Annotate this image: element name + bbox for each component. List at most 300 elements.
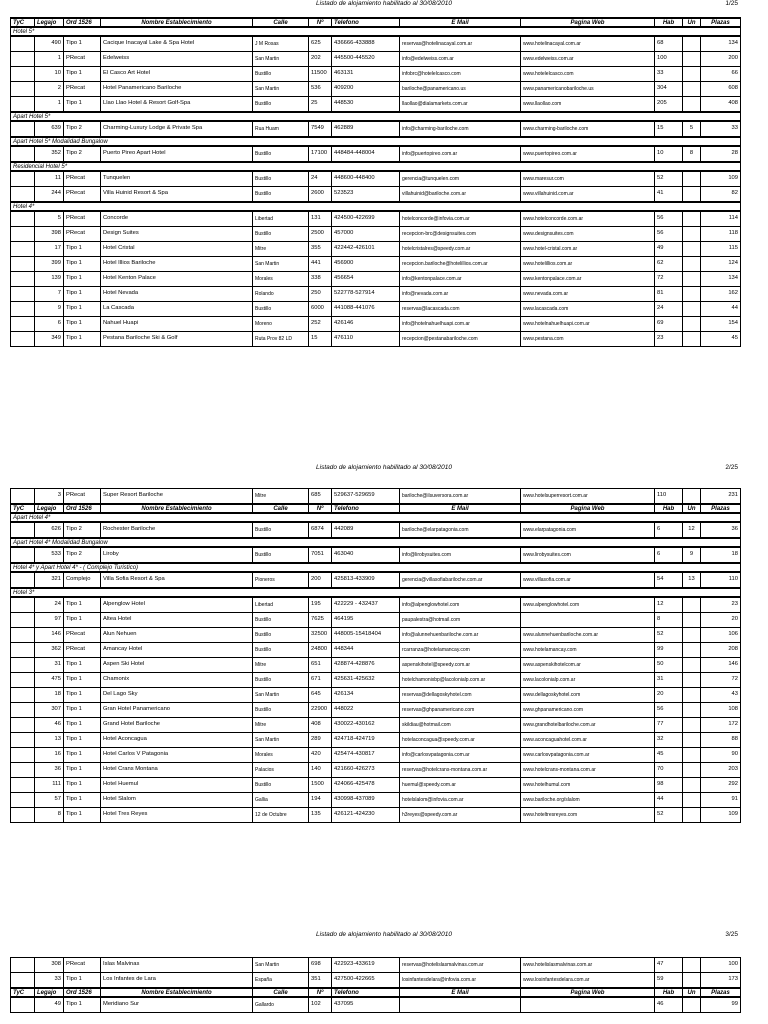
cell-hab: 99 bbox=[655, 643, 683, 658]
column-header-plazas: Plazas bbox=[701, 18, 741, 27]
cell-ord: Tipo 1 bbox=[64, 67, 101, 82]
cell-hab: 205 bbox=[655, 97, 683, 113]
cell-legajo: 399 bbox=[35, 257, 64, 272]
cell-num: 2600 bbox=[309, 187, 332, 203]
cell-un bbox=[683, 272, 701, 287]
cell-plazas: 66 bbox=[701, 67, 741, 82]
cell-ord: Tipo 1 bbox=[64, 718, 101, 733]
page-title: Listado de alojamiento habilitado al 30/08/2010 bbox=[316, 931, 452, 938]
cell-plazas: 33 bbox=[701, 121, 741, 137]
cell-hab: 50 bbox=[655, 658, 683, 673]
cell-email: info@hotelnahuelhuapi.com.ar bbox=[400, 317, 521, 332]
table-row bbox=[11, 332, 741, 347]
cell-tel: 448530 bbox=[332, 97, 400, 113]
cell-email: villahuinid@bariloche.com.ar bbox=[400, 187, 521, 203]
cell-nombre: Llao Llao Hotel & Resort Golf-Spa bbox=[101, 97, 253, 113]
cell-tel: 430998-437089 bbox=[332, 793, 400, 808]
cell-web: www.edelweiss.com.ar bbox=[521, 52, 655, 67]
cell-plazas: 172 bbox=[701, 718, 741, 733]
cell-tel: 462889 bbox=[332, 121, 400, 137]
category-row bbox=[11, 112, 741, 121]
cell-un bbox=[683, 613, 701, 628]
cell-num: 22900 bbox=[309, 703, 332, 718]
cell-nombre: Villa Huinid Resort & Spa bbox=[101, 187, 253, 203]
cell-nombre: Hotel Aconcagua bbox=[101, 733, 253, 748]
cell-nombre: Edelweiss bbox=[101, 52, 253, 67]
cell-calle: Moreno bbox=[253, 317, 309, 332]
cell-ord: Tipo 1 bbox=[64, 302, 101, 317]
cell-web: www.lacolonialp.com.ar bbox=[521, 673, 655, 688]
cell-calle: Rua Huam bbox=[253, 121, 309, 137]
cell-num: 32500 bbox=[309, 628, 332, 643]
cell-email: reservas@hotelislasmalvinas.com.ar bbox=[400, 958, 521, 973]
cell-email: rcarranza@hotelamancay.com bbox=[400, 643, 521, 658]
cell-tel: 448344 bbox=[332, 643, 400, 658]
cell-un: 8 bbox=[683, 146, 701, 162]
cell-un bbox=[683, 302, 701, 317]
cell-un bbox=[683, 748, 701, 763]
cell-web: www.hotelcrans-montana.com.ar bbox=[521, 763, 655, 778]
cell-un: 5 bbox=[683, 121, 701, 137]
cell-num: 536 bbox=[309, 82, 332, 97]
cell-tel: 448022 bbox=[332, 703, 400, 718]
cell-nombre: Concorde bbox=[101, 211, 253, 227]
cell-web: www.villasofia.com.ar bbox=[521, 572, 655, 588]
cell-plazas: 72 bbox=[701, 673, 741, 688]
cell-ord: Tipo 1 bbox=[64, 778, 101, 793]
cell-legajo: 17 bbox=[35, 242, 64, 257]
cell-legajo: 13 bbox=[35, 733, 64, 748]
cell-legajo: 5 bbox=[35, 211, 64, 227]
cell-calle: San Martin bbox=[253, 733, 309, 748]
column-header-row bbox=[11, 18, 741, 27]
cell-web: www.pestana.com bbox=[521, 332, 655, 347]
cell-legajo: 1 bbox=[35, 97, 64, 113]
cell-calle: Bustillo bbox=[253, 703, 309, 718]
cell-num: 135 bbox=[309, 808, 332, 823]
cell-web: www.losinfantesdelara.com.ar bbox=[521, 973, 655, 989]
cell-num: 24 bbox=[309, 171, 332, 187]
cell-calle: Mitre bbox=[253, 242, 309, 257]
cell-calle: Bustillo bbox=[253, 522, 309, 538]
cell-nombre: Gran Hotel Panamericano bbox=[101, 703, 253, 718]
cell-calle: 12 de Octubre bbox=[253, 808, 309, 823]
table-row bbox=[11, 763, 741, 778]
cell-calle: Bustillo bbox=[253, 628, 309, 643]
cell-un bbox=[683, 489, 701, 505]
cell-num: 408 bbox=[309, 718, 332, 733]
cell-num: 651 bbox=[309, 658, 332, 673]
cell-calle: San Martin bbox=[253, 257, 309, 272]
table-row bbox=[11, 317, 741, 332]
cell-un bbox=[683, 673, 701, 688]
cell-legajo: 307 bbox=[35, 703, 64, 718]
column-header-tel: Telefono bbox=[332, 18, 400, 27]
cell-tel: 427500-422665 bbox=[332, 973, 400, 989]
cell-plazas: 28 bbox=[701, 146, 741, 162]
cell-num: 420 bbox=[309, 748, 332, 763]
cell-tel: 428874-428876 bbox=[332, 658, 400, 673]
cell-ord: Tipo 1 bbox=[64, 242, 101, 257]
cell-hab: 23 bbox=[655, 332, 683, 347]
cell-nombre: Del Lago Sky bbox=[101, 688, 253, 703]
table-row bbox=[11, 673, 741, 688]
cell-email: info@alunnehuenbariloche.com.ar bbox=[400, 628, 521, 643]
cell-nombre: Hotel Cristal bbox=[101, 242, 253, 257]
cell-ord: PRecat bbox=[64, 628, 101, 643]
cell-un: 13 bbox=[683, 572, 701, 588]
cell-tyc bbox=[11, 613, 35, 628]
cell-num: 17100 bbox=[309, 146, 332, 162]
cell-calle: Pioneros bbox=[253, 572, 309, 588]
cell-nombre: Puerto Pireo Apart Hotel bbox=[101, 146, 253, 162]
cell-calle: España bbox=[253, 973, 309, 989]
cell-un: 9 bbox=[683, 547, 701, 563]
cell-legajo: 11 bbox=[35, 171, 64, 187]
cell-plazas: 110 bbox=[701, 572, 741, 588]
cell-hab: 59 bbox=[655, 973, 683, 989]
table-row bbox=[11, 997, 741, 1013]
cell-plazas: 106 bbox=[701, 628, 741, 643]
cell-calle: Libertad bbox=[253, 211, 309, 227]
cell-nombre: Super Resort Bariloche bbox=[101, 489, 253, 505]
cell-hab: 12 bbox=[655, 597, 683, 613]
cell-ord: Tipo 1 bbox=[64, 763, 101, 778]
cell-un bbox=[683, 808, 701, 823]
cell-hab: 68 bbox=[655, 36, 683, 52]
cell-email: info@nevada.com.ar bbox=[400, 287, 521, 302]
cell-plazas: 18 bbox=[701, 547, 741, 563]
category-label: Hotel 4* y Apart Hotel 4* - ( Complejo Turistico) bbox=[11, 563, 253, 572]
cell-email: hotelslalom@infovia.com.ar bbox=[400, 793, 521, 808]
category-row bbox=[11, 137, 741, 146]
cell-email: reservas@hotelinacayal.com.ar bbox=[400, 36, 521, 52]
column-header-email: E Mail bbox=[400, 504, 521, 513]
cell-hab: 44 bbox=[655, 793, 683, 808]
cell-nombre: Grand Hotel Bariloche bbox=[101, 718, 253, 733]
cell-web: www.hotelamancay.com bbox=[521, 643, 655, 658]
cell-hab: 304 bbox=[655, 82, 683, 97]
cell-tel: 445500-445520 bbox=[332, 52, 400, 67]
cell-tyc bbox=[11, 597, 35, 613]
cell-ord: Tipo 1 bbox=[64, 332, 101, 347]
cell-email: info@edelweiss.com.ar bbox=[400, 52, 521, 67]
cell-num: 250 bbox=[309, 287, 332, 302]
cell-tyc bbox=[11, 973, 35, 989]
cell-hab: 6 bbox=[655, 547, 683, 563]
category-label: Apart Hotel 4* Modalidad Bungalow bbox=[11, 538, 253, 547]
column-header-nombre: Nombre Establecimiento bbox=[101, 18, 253, 27]
cell-hab: 49 bbox=[655, 242, 683, 257]
cell-web: www.designsuites.com bbox=[521, 227, 655, 242]
category-spacer bbox=[253, 563, 741, 572]
cell-tyc bbox=[11, 302, 35, 317]
cell-email: bariloche@elarpatagonia.com bbox=[400, 522, 521, 538]
table-row bbox=[11, 778, 741, 793]
cell-un bbox=[683, 733, 701, 748]
cell-nombre: Los Infantes de Lara bbox=[101, 973, 253, 989]
cell-tel: 437095 bbox=[332, 997, 400, 1013]
cell-web: www.puertopireo.com.ar bbox=[521, 146, 655, 162]
cell-ord: PRecat bbox=[64, 187, 101, 203]
accommodation-table bbox=[10, 488, 741, 823]
column-header-ord: Ord 1526 bbox=[64, 988, 101, 997]
cell-calle: San Martin bbox=[253, 52, 309, 67]
category-row bbox=[11, 563, 741, 572]
cell-web: www.hoteltresreyes.com bbox=[521, 808, 655, 823]
cell-tyc bbox=[11, 211, 35, 227]
cell-calle: Bustillo bbox=[253, 673, 309, 688]
cell-ord: Tipo 1 bbox=[64, 997, 101, 1013]
cell-nombre: Hotel Illios Bariloche bbox=[101, 257, 253, 272]
category-label: Apart Hotel 4* bbox=[11, 513, 253, 522]
cell-email: recepcion@pestanabariloche.com bbox=[400, 332, 521, 347]
column-header-row bbox=[11, 988, 741, 997]
cell-plazas: 43 bbox=[701, 688, 741, 703]
cell-num: 194 bbox=[309, 793, 332, 808]
cell-plazas: 108 bbox=[701, 703, 741, 718]
cell-hab: 98 bbox=[655, 778, 683, 793]
cell-legajo: 626 bbox=[35, 522, 64, 538]
cell-tel: 523523 bbox=[332, 187, 400, 203]
cell-tel: 448600-448400 bbox=[332, 171, 400, 187]
cell-tyc bbox=[11, 778, 35, 793]
cell-email: reservas@hotelcrans-montana.com.ar bbox=[400, 763, 521, 778]
cell-calle: Bustillo bbox=[253, 67, 309, 82]
cell-tyc bbox=[11, 67, 35, 82]
cell-email: hotelaconcagua@speedy.com.ar bbox=[400, 733, 521, 748]
table-row bbox=[11, 242, 741, 257]
cell-tyc bbox=[11, 121, 35, 137]
cell-calle: Mitre bbox=[253, 658, 309, 673]
table-row bbox=[11, 658, 741, 673]
cell-num: 625 bbox=[309, 36, 332, 52]
cell-legajo: 16 bbox=[35, 748, 64, 763]
cell-num: 685 bbox=[309, 489, 332, 505]
table-row bbox=[11, 489, 741, 505]
cell-tyc bbox=[11, 808, 35, 823]
cell-nombre: Hotel Carlos V Patagonia bbox=[101, 748, 253, 763]
cell-web: www.hotelinacayal.com.ar bbox=[521, 36, 655, 52]
cell-plazas: 36 bbox=[701, 522, 741, 538]
cell-calle: Bustillo bbox=[253, 187, 309, 203]
cell-num: 202 bbox=[309, 52, 332, 67]
cell-email: recepcion-brc@designsuites.com bbox=[400, 227, 521, 242]
cell-tel: 424500-422699 bbox=[332, 211, 400, 227]
table-row bbox=[11, 597, 741, 613]
cell-hab: 8 bbox=[655, 613, 683, 628]
cell-un bbox=[683, 643, 701, 658]
cell-ord: PRecat bbox=[64, 227, 101, 242]
cell-web: www.hotelelcasco.com bbox=[521, 67, 655, 82]
cell-num: 671 bbox=[309, 673, 332, 688]
cell-tel: 426146 bbox=[332, 317, 400, 332]
cell-tyc bbox=[11, 673, 35, 688]
cell-tel: 425474-430817 bbox=[332, 748, 400, 763]
table-row bbox=[11, 97, 741, 113]
cell-email: reservas@ghpanamericano.com bbox=[400, 703, 521, 718]
cell-calle: Bustillo bbox=[253, 547, 309, 563]
column-header-legajo: Legajo bbox=[35, 988, 64, 997]
cell-plazas: 20 bbox=[701, 613, 741, 628]
cell-nombre: Hotel Crans Montana bbox=[101, 763, 253, 778]
cell-un bbox=[683, 628, 701, 643]
cell-plazas: 173 bbox=[701, 973, 741, 989]
table-row bbox=[11, 82, 741, 97]
cell-tel: 422229 - 432437 bbox=[332, 597, 400, 613]
cell-plazas: 100 bbox=[701, 958, 741, 973]
cell-email: aspenskihotel@speedy.com.ar bbox=[400, 658, 521, 673]
cell-hab: 72 bbox=[655, 272, 683, 287]
cell-tel: 421660-426273 bbox=[332, 763, 400, 778]
cell-un: 12 bbox=[683, 522, 701, 538]
cell-num: 131 bbox=[309, 211, 332, 227]
cell-tyc bbox=[11, 82, 35, 97]
cell-tel: 436666-433888 bbox=[332, 36, 400, 52]
cell-tyc bbox=[11, 793, 35, 808]
cell-calle: Morales bbox=[253, 748, 309, 763]
cell-calle: San Martin bbox=[253, 958, 309, 973]
table-row bbox=[11, 703, 741, 718]
cell-hab: 32 bbox=[655, 733, 683, 748]
cell-tel: 476110 bbox=[332, 332, 400, 347]
cell-legajo: 18 bbox=[35, 688, 64, 703]
cell-calle: Rolando bbox=[253, 287, 309, 302]
cell-web: www.maresur.com bbox=[521, 171, 655, 187]
cell-tyc bbox=[11, 718, 35, 733]
cell-legajo: 9 bbox=[35, 302, 64, 317]
cell-num: 2500 bbox=[309, 227, 332, 242]
column-header-web: Pagina Web bbox=[521, 988, 655, 997]
cell-hab: 46 bbox=[655, 997, 683, 1013]
cell-hab: 15 bbox=[655, 121, 683, 137]
column-header-legajo: Legajo bbox=[35, 504, 64, 513]
cell-un bbox=[683, 171, 701, 187]
cell-tyc bbox=[11, 242, 35, 257]
cell-ord: Tipo 1 bbox=[64, 673, 101, 688]
cell-hab: 52 bbox=[655, 628, 683, 643]
column-header-nombre: Nombre Establecimiento bbox=[101, 988, 253, 997]
cell-plazas: 408 bbox=[701, 97, 741, 113]
cell-legajo: 7 bbox=[35, 287, 64, 302]
cell-un bbox=[683, 36, 701, 52]
cell-hab: 62 bbox=[655, 257, 683, 272]
table-row bbox=[11, 257, 741, 272]
table-row bbox=[11, 302, 741, 317]
table-row bbox=[11, 547, 741, 563]
cell-legajo: 139 bbox=[35, 272, 64, 287]
cell-un bbox=[683, 597, 701, 613]
cell-legajo: 352 bbox=[35, 146, 64, 162]
column-header-calle: Calle bbox=[253, 18, 309, 27]
cell-plazas: 200 bbox=[701, 52, 741, 67]
cell-plazas: 109 bbox=[701, 808, 741, 823]
cell-num: 200 bbox=[309, 572, 332, 588]
cell-email: infobrc@hotelelcasco.com bbox=[400, 67, 521, 82]
cell-plazas: 124 bbox=[701, 257, 741, 272]
cell-ord: Tipo 1 bbox=[64, 658, 101, 673]
cell-email bbox=[400, 997, 521, 1013]
cell-web: www.alpenglowhotel.com bbox=[521, 597, 655, 613]
cell-hab: 24 bbox=[655, 302, 683, 317]
cell-ord: Tipo 1 bbox=[64, 257, 101, 272]
column-header-legajo: Legajo bbox=[35, 18, 64, 27]
cell-un bbox=[683, 973, 701, 989]
cell-legajo: 398 bbox=[35, 227, 64, 242]
cell-calle: Bustillo bbox=[253, 227, 309, 242]
cell-calle: Gallardo bbox=[253, 997, 309, 1013]
cell-num: 102 bbox=[309, 997, 332, 1013]
cell-tel: 448484-448004 bbox=[332, 146, 400, 162]
cell-tel: 422923-433619 bbox=[332, 958, 400, 973]
cell-ord: Tipo 1 bbox=[64, 793, 101, 808]
cell-legajo: 308 bbox=[35, 958, 64, 973]
cell-ord: PRecat bbox=[64, 958, 101, 973]
cell-tyc bbox=[11, 643, 35, 658]
cell-nombre: Chamonix bbox=[101, 673, 253, 688]
cell-tyc bbox=[11, 272, 35, 287]
category-spacer bbox=[253, 513, 741, 522]
category-row bbox=[11, 588, 741, 597]
table-row bbox=[11, 733, 741, 748]
cell-web: www.hotelislasmalvinas.com.ar bbox=[521, 958, 655, 973]
cell-tyc bbox=[11, 489, 35, 505]
table-row bbox=[11, 793, 741, 808]
table-row bbox=[11, 36, 741, 52]
cell-nombre: Hotel Slalom bbox=[101, 793, 253, 808]
cell-tel: 457000 bbox=[332, 227, 400, 242]
cell-plazas: 208 bbox=[701, 643, 741, 658]
cell-hab: 110 bbox=[655, 489, 683, 505]
cell-legajo: 10 bbox=[35, 67, 64, 82]
table-row bbox=[11, 572, 741, 588]
cell-num: 195 bbox=[309, 597, 332, 613]
cell-un bbox=[683, 242, 701, 257]
cell-nombre: Islas Malvinas bbox=[101, 958, 253, 973]
table-row bbox=[11, 613, 741, 628]
cell-web: www.aspenskihotelcom.ar bbox=[521, 658, 655, 673]
cell-num: 351 bbox=[309, 973, 332, 989]
cell-plazas: 45 bbox=[701, 332, 741, 347]
cell-nombre: Aspen Ski Hotel bbox=[101, 658, 253, 673]
cell-nombre: Hotel Tres Reyes bbox=[101, 808, 253, 823]
cell-web: www.hotelsuperresort.com.ar bbox=[521, 489, 655, 505]
cell-web: www.kentonpalace.com.ar bbox=[521, 272, 655, 287]
cell-tel: 424718-424719 bbox=[332, 733, 400, 748]
cell-email: skildiau@hotmail.com bbox=[400, 718, 521, 733]
column-header-num: Nº bbox=[309, 18, 332, 27]
category-spacer bbox=[253, 538, 741, 547]
page-number: 2/25 bbox=[725, 464, 738, 471]
cell-tyc bbox=[11, 522, 35, 538]
column-header-num: Nº bbox=[309, 504, 332, 513]
cell-hab: 56 bbox=[655, 227, 683, 242]
cell-ord: Tipo 2 bbox=[64, 547, 101, 563]
cell-tyc bbox=[11, 287, 35, 302]
category-label: Hotel 3* bbox=[11, 588, 253, 597]
cell-calle: J M Rosas bbox=[253, 36, 309, 52]
category-spacer bbox=[253, 588, 741, 597]
cell-ord: Tipo 1 bbox=[64, 317, 101, 332]
cell-hab: 100 bbox=[655, 52, 683, 67]
cell-ord: Tipo 1 bbox=[64, 688, 101, 703]
cell-tyc bbox=[11, 628, 35, 643]
column-header-email: E Mail bbox=[400, 18, 521, 27]
cell-calle: Bustillo bbox=[253, 643, 309, 658]
cell-ord: Tipo 2 bbox=[64, 522, 101, 538]
cell-tyc bbox=[11, 36, 35, 52]
table-row bbox=[11, 718, 741, 733]
